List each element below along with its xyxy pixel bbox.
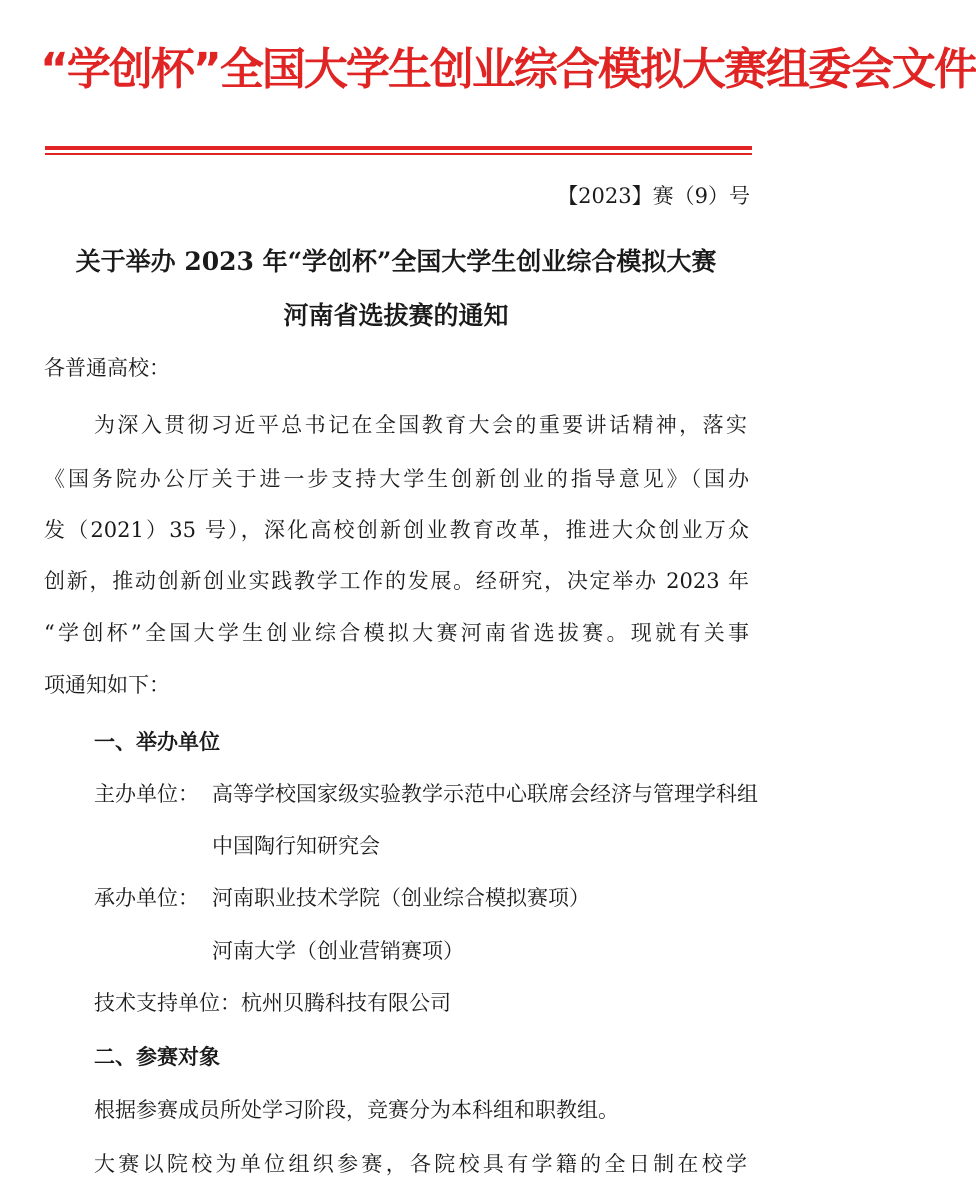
salutation: 各普通高校： [44,356,170,380]
intro-line: 项通知如下： [44,673,170,697]
intro-line: 《国务院办公厅关于进一步支持大学生创新创业的指导意见》（国办 [44,467,749,491]
header-rule-thin [45,153,752,155]
host-unit-1: 高等学校国家级实验教学示范中心联席会经济与管理学科组 [212,782,758,806]
host-label: 主办单位： [94,782,199,806]
intro-line: 为深入贯彻习近平总书记在全国教育大会的重要讲话精神，落实 [94,413,747,437]
header-rule-thick [45,146,752,150]
organizer-unit-1: 河南职业技术学院（创业综合模拟赛项） [212,886,590,910]
section-heading-participants: 二、参赛对象 [94,1045,220,1069]
organizer-label: 承办单位： [94,886,199,910]
participants-paragraph-2: 大赛以院校为单位组织参赛，各院校具有学籍的全日制在校学 [94,1152,747,1176]
host-unit-2: 中国陶行知研究会 [212,834,380,858]
participants-paragraph-1: 根据参赛成员所处学习阶段，竞赛分为本科组和职教组。 [94,1098,619,1122]
intro-line: 创新，推动创新创业实践教学工作的发展。经研究，决定举办 2023 年 [44,569,749,593]
notice-title-line-2: 河南省选拔赛的通知 [283,301,509,330]
intro-line: 发（2021）35 号），深化高校创新创业教育改革，推进大众创业万众 [44,518,749,542]
intro-line: “学创杯”全国大学生创业综合模拟大赛河南省选拔赛。现就有关事 [44,621,749,645]
section-heading-organizers: 一、举办单位 [94,730,220,754]
document-number: 【2023】赛（9）号 [557,184,750,208]
organizer-unit-2: 河南大学（创业营销赛项） [212,939,464,963]
header-title: “学创杯”全国大学生创业综合模拟大赛组委会文件 [40,44,976,95]
technical-support: 技术支持单位：杭州贝腾科技有限公司 [94,991,451,1015]
notice-title-line-1: 关于举办 2023 年“学创杯”全国大学生创业综合模拟大赛 [75,247,717,276]
